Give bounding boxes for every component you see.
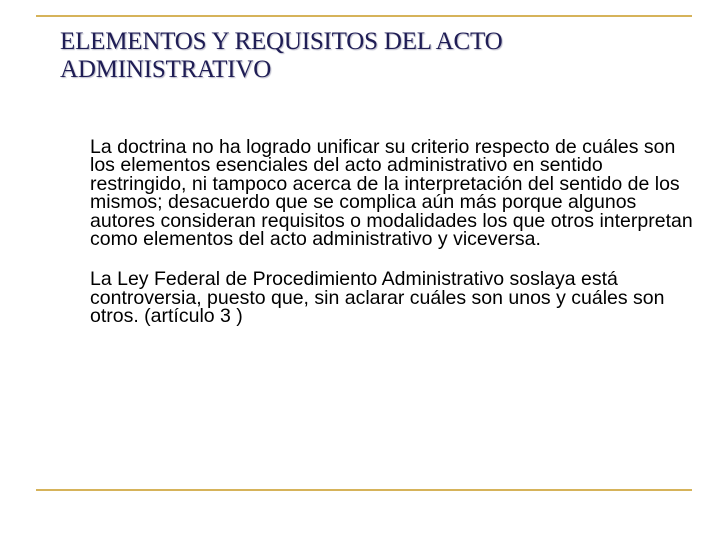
slide-body [90, 138, 700, 326]
slide-title [60, 28, 700, 84]
top-divider [36, 15, 692, 17]
paragraph-doctrina: La doctrina no ha logrado unificar su criterio respecto de cuáles son los elementos esenciales del acto administrativo en sentido restringido, ni tampoco acerca de la interpretación del sentido de los mismos; desacuerdo que se complica aún más porque algunos autores consideran requisitos o modalidades los que otros interpretan como elementos del acto administrativo y viceversa. [90, 136, 693, 251]
paragraph-ley-federal: La Ley Federal de Procedimiento Administrativo soslaya está controversia, puesto que, sin aclarar cuáles son unos y cuáles son otros. (artículo 3 ) [90, 268, 665, 328]
title-line-1: ELEMENTOS Y REQUISITOS DEL ACTO [60, 28, 503, 55]
title-line-2: ADMINISTRATIVO [60, 56, 272, 83]
bottom-divider [36, 489, 692, 491]
